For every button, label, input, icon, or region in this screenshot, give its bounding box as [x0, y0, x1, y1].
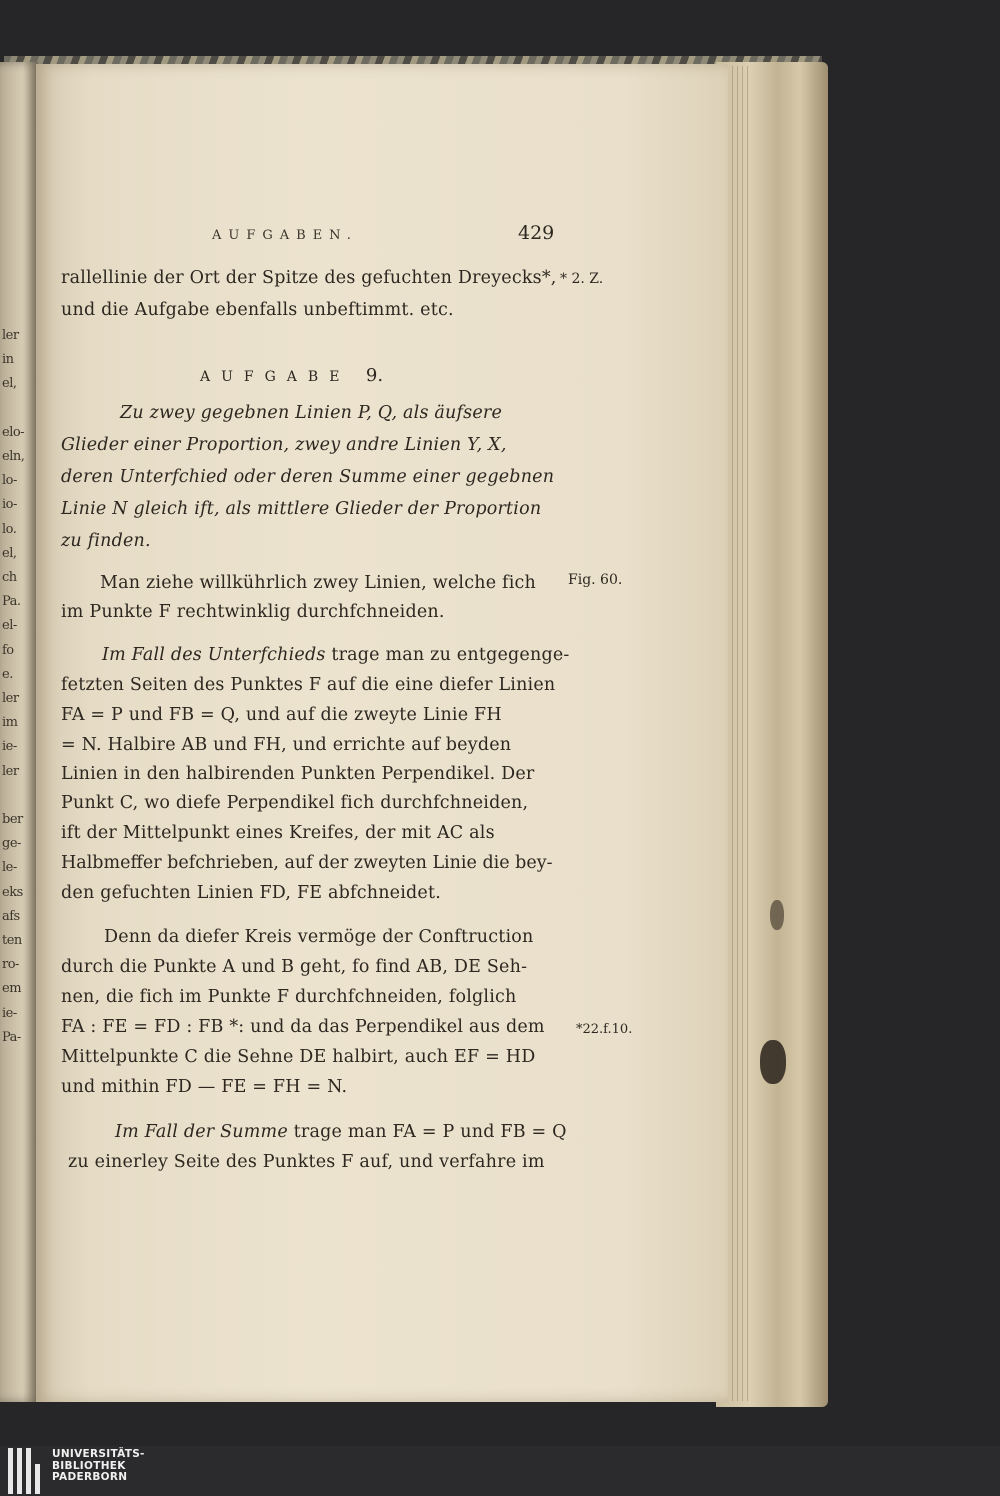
text-line: Denn da diefer Kreis vermöge der Conftruction [104, 927, 534, 947]
italic-phrase: Im Fall der Summe [115, 1122, 288, 1142]
text-line [102, 645, 570, 665]
text-line: Mittelpunkte C die Sehne DE halbirt, auch EF = HD [61, 1047, 536, 1067]
text-run: trage man zu entgegenge- [325, 645, 570, 665]
running-head: AUFGABEN. [212, 228, 358, 243]
text-line: und die Aufgabe ebenfalls unbeftimmt. etc. [61, 300, 454, 320]
text-line: = N. Halbire AB und FH, und errichte auf beyden [61, 735, 512, 755]
section-heading-word: AUFGABE [200, 369, 351, 385]
text-run: trage man FA = P und FB = Q [287, 1122, 567, 1142]
text-line: Man ziehe willkührlich zwey Linien, welche fich [100, 573, 536, 593]
text-line: zu einerley Seite des Punktes F auf, und verfahre im [68, 1152, 545, 1172]
text-line: nen, die fich im Punkte F durchfchneiden, folglich [61, 987, 517, 1007]
problem-statement-line: deren Unterfchied oder deren Summe einer gegebnen [61, 467, 555, 487]
text-line: FA = P und FB = Q, und auf die zweyte Linie FH [61, 705, 502, 725]
previous-page-text-fragments: ler in el, elo- eln, lo- io- lo. el, ch Pa. el- fo e. ler im ie- ler ber ge- le- eks afs ten ro- em ie- Pa- [2, 328, 25, 1045]
text-line: und mithin FD — FE = FH = N. [61, 1077, 348, 1097]
section-heading [200, 365, 383, 386]
problem-statement-line: zu finden. [61, 531, 151, 551]
footer-bar [0, 1446, 1000, 1496]
text-line: im Punkte F rechtwinklig durchfchneiden. [61, 602, 445, 622]
library-logo-icon [8, 1448, 46, 1494]
edge-stain [770, 900, 784, 930]
library-logo-text [52, 1449, 145, 1484]
text-line: FA : FE = FD : FB *: und da das Perpendikel aus dem [61, 1017, 545, 1037]
problem-statement-line: Glieder einer Proportion, zwey andre Linien Y, X, [61, 435, 507, 455]
text-line: den gefuchten Linien FD, FE abfchneidet. [61, 883, 441, 903]
text-line: rallellinie der Ort der Spitze des gefuchten Dreyecks*, [61, 268, 557, 288]
text-line: durch die Punkte A und B geht, fo find AB, DE Seh- [61, 957, 528, 977]
problem-statement-line: Linie N gleich ift, als mittlere Glieder der Proportion [61, 499, 542, 519]
edge-stain [760, 1040, 786, 1084]
text-line: Halbmeffer befchrieben, auf der zweyten Linie die bey- [61, 853, 553, 873]
logo-line: UNIVERSITÄTS- [52, 1448, 145, 1460]
problem-statement-line: Zu zwey gegebnen Linien P, Q, als äufsere [120, 403, 503, 423]
logo-line: BIBLIOTHEK [52, 1459, 126, 1472]
italic-phrase: Im Fall des Unterfchieds [102, 645, 326, 665]
text-line [115, 1122, 567, 1142]
previous-page-edge [0, 62, 38, 1402]
logo-line: PADERBORN [52, 1471, 128, 1483]
margin-note-reference: *22.f.10. [576, 1022, 633, 1037]
book-page [36, 64, 728, 1402]
page-number: 429 [518, 222, 555, 244]
margin-note-figure: Fig. 60. [568, 572, 623, 588]
text-line: ift der Mittelpunkt eines Kreifes, der mit AC als [61, 823, 495, 843]
margin-note-reference: * 2. Z. [560, 271, 604, 287]
text-line: Linien in den halbirenden Punkten Perpendikel. Der [61, 764, 535, 784]
text-line: Punkt C, wo diefe Perpendikel fich durchfchneiden, [61, 793, 529, 813]
section-heading-number: 9. [365, 365, 384, 386]
text-line: fetzten Seiten des Punktes F auf die eine diefer Linien [61, 675, 556, 695]
